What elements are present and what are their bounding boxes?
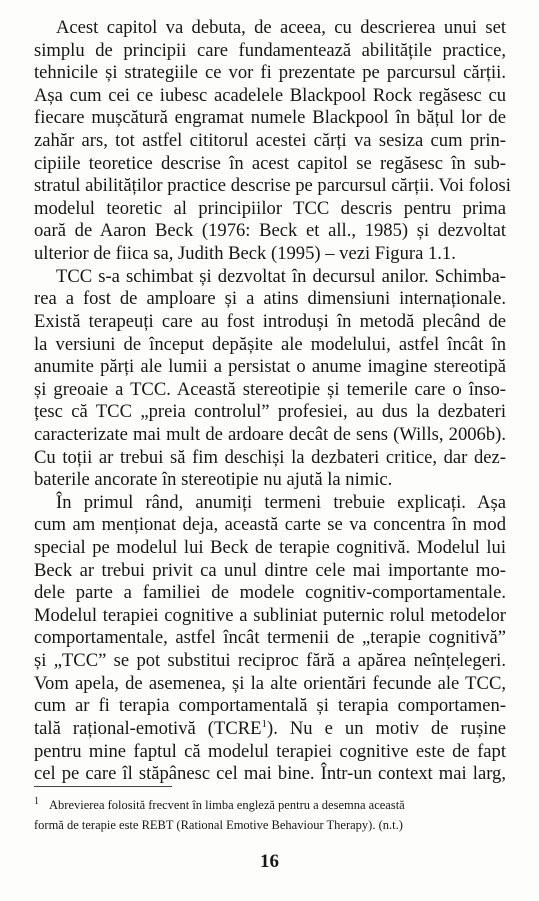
paragraph-1-line-2: simplu de principii care fundamentează abilitățile practice, — [34, 39, 506, 61]
paragraph-1-line-9: modelul teoretic al principiilor TCC descris pentru prima — [34, 197, 506, 219]
paragraph-1-line-1: Acest capitol va debuta, de aceea, cu descrierea unui set — [56, 17, 506, 38]
paragraph-3-line-11-start: tală rațional-emotivă (TCRE — [34, 717, 262, 739]
paragraph-3-line-4: Beck ar trebui privit ca unul dintre cele mai importante mo- — [34, 559, 506, 581]
footnote-divider — [34, 786, 172, 787]
paragraph-3-line-12: pentru mine faptul că modelul terapiei cognitive este de fapt — [34, 740, 506, 762]
paragraph-1-line-8: stratul abilităților practice descrise pe parcursul cărții. Voi folosi — [34, 175, 511, 197]
paragraph-3-line-2: cum am menționat deja, această carte se va concentra în mod — [34, 514, 506, 536]
paragraph-1-line-4: Așa cum cei ce iubesc acadelele Blackpool Rock regăsesc cu — [34, 84, 506, 106]
paragraph-3-line-8: și „TCC” se pot substitui reciproc fără a apărea neînțelegeri. — [34, 650, 506, 672]
paragraph-2-line-4: la versiuni de început depășite ale modelului, astfel încât în — [34, 333, 506, 355]
paragraph-1-line-10: oară de Aaron Beck (1976: Beck et all., 1985) și dezvoltat — [34, 220, 506, 242]
footnote-reference[interactable]: 1 — [261, 717, 267, 730]
footnote — [34, 795, 506, 835]
paragraph-2-line-8: caracterizate mai mult de ardoare decât de sens (Wills, 2006b). — [34, 423, 506, 445]
paragraph-2-line-5: anumite părți ale lumii a persistat o anume imagine stereotipă — [34, 356, 506, 378]
paragraph-3-line-10: cum ar fi terapia comportamentală și terapia comportamen- — [34, 695, 506, 717]
footnote-text-1: Abrevierea folosită frecvent în limba engleză pentru a desemna această — [49, 798, 405, 812]
paragraph-3-line-6: Modelul terapiei cognitive a subliniat puternic rolul metodelor — [34, 604, 506, 626]
paragraph-3-line-13: cel pe care îl stăpânesc cel mai bine. Într-un context mai larg, — [34, 763, 506, 785]
paragraph-1-line-6: zahăr ars, tot astfel cititorul acestei cărți va sesiza cum prin- — [34, 130, 506, 152]
paragraph-3-line-5: dele parte a familiei de modele cognitiv-comportamentale. — [34, 582, 506, 604]
footnote-line-1 — [34, 795, 506, 815]
paragraph-3-line-9: Vom apela, de asemenea, și la alte orientări fecunde ale TCC, — [34, 672, 506, 694]
paragraph-3-line-11-end: ). Nu e un motiv de rușine — [267, 717, 506, 739]
footnote-marker: 1 — [34, 795, 39, 807]
paragraph-2-line-10: baterile ancorate în stereotipie nu ajută la nimic. — [34, 469, 393, 491]
paragraph-2-line-3: Există terapeuți care au fost introduși în metodă plecând de — [34, 310, 506, 332]
footnote-line-2: formă de terapie este REBT (Rational Emotive Behaviour Therapy). (n.t.) — [34, 818, 403, 832]
paragraph-1-line-3: tehnicile și strategiile ce vor fi prezentate pe parcursul cărții. — [34, 62, 506, 84]
paragraph-2-line-6: și greoaie a TCC. Această stereotipie și temerile care o înso- — [34, 378, 506, 400]
paragraph-1-line-7: cipiile teoretice descrise în acest capitol se regăsesc în sub- — [34, 152, 506, 174]
paragraph-3-line-1: În primul rând, anumiți termeni trebuie explicați. Așa — [56, 491, 506, 513]
paragraph-3-line-7: comportamentale, astfel încât termenii de „terapie cognitivă” — [34, 627, 506, 649]
paragraph-1-line-5: fiecare mușcătură engramat numele Blackpool în bățul lor de — [34, 107, 506, 129]
paragraph-2-line-1: TCC s-a schimbat și dezvoltat în decursul anilor. Schimba- — [56, 265, 506, 287]
paragraph-1-line-11: ulterior de fiica sa, Judith Beck (1995) – vezi Figura 1.1. — [34, 243, 456, 265]
paragraph-3-line-11 — [34, 718, 506, 741]
paragraph-2-line-7: țesc că TCC „preia controlul” profesiei, au dus la dezbateri — [34, 401, 506, 423]
paragraph-3-line-3: special pe modelul lui Beck de terapie cognitivă. Modelul lui — [34, 537, 506, 559]
body-text — [34, 17, 511, 786]
page-number: 16 — [260, 851, 279, 872]
paragraph-2-line-2: rea a fost de amploare și a atins dimensiuni internaționale. — [34, 288, 506, 310]
paragraph-2-line-9: Cu toții ar trebui să fim deschiși la dezbateri critice, dar dez- — [34, 446, 506, 468]
